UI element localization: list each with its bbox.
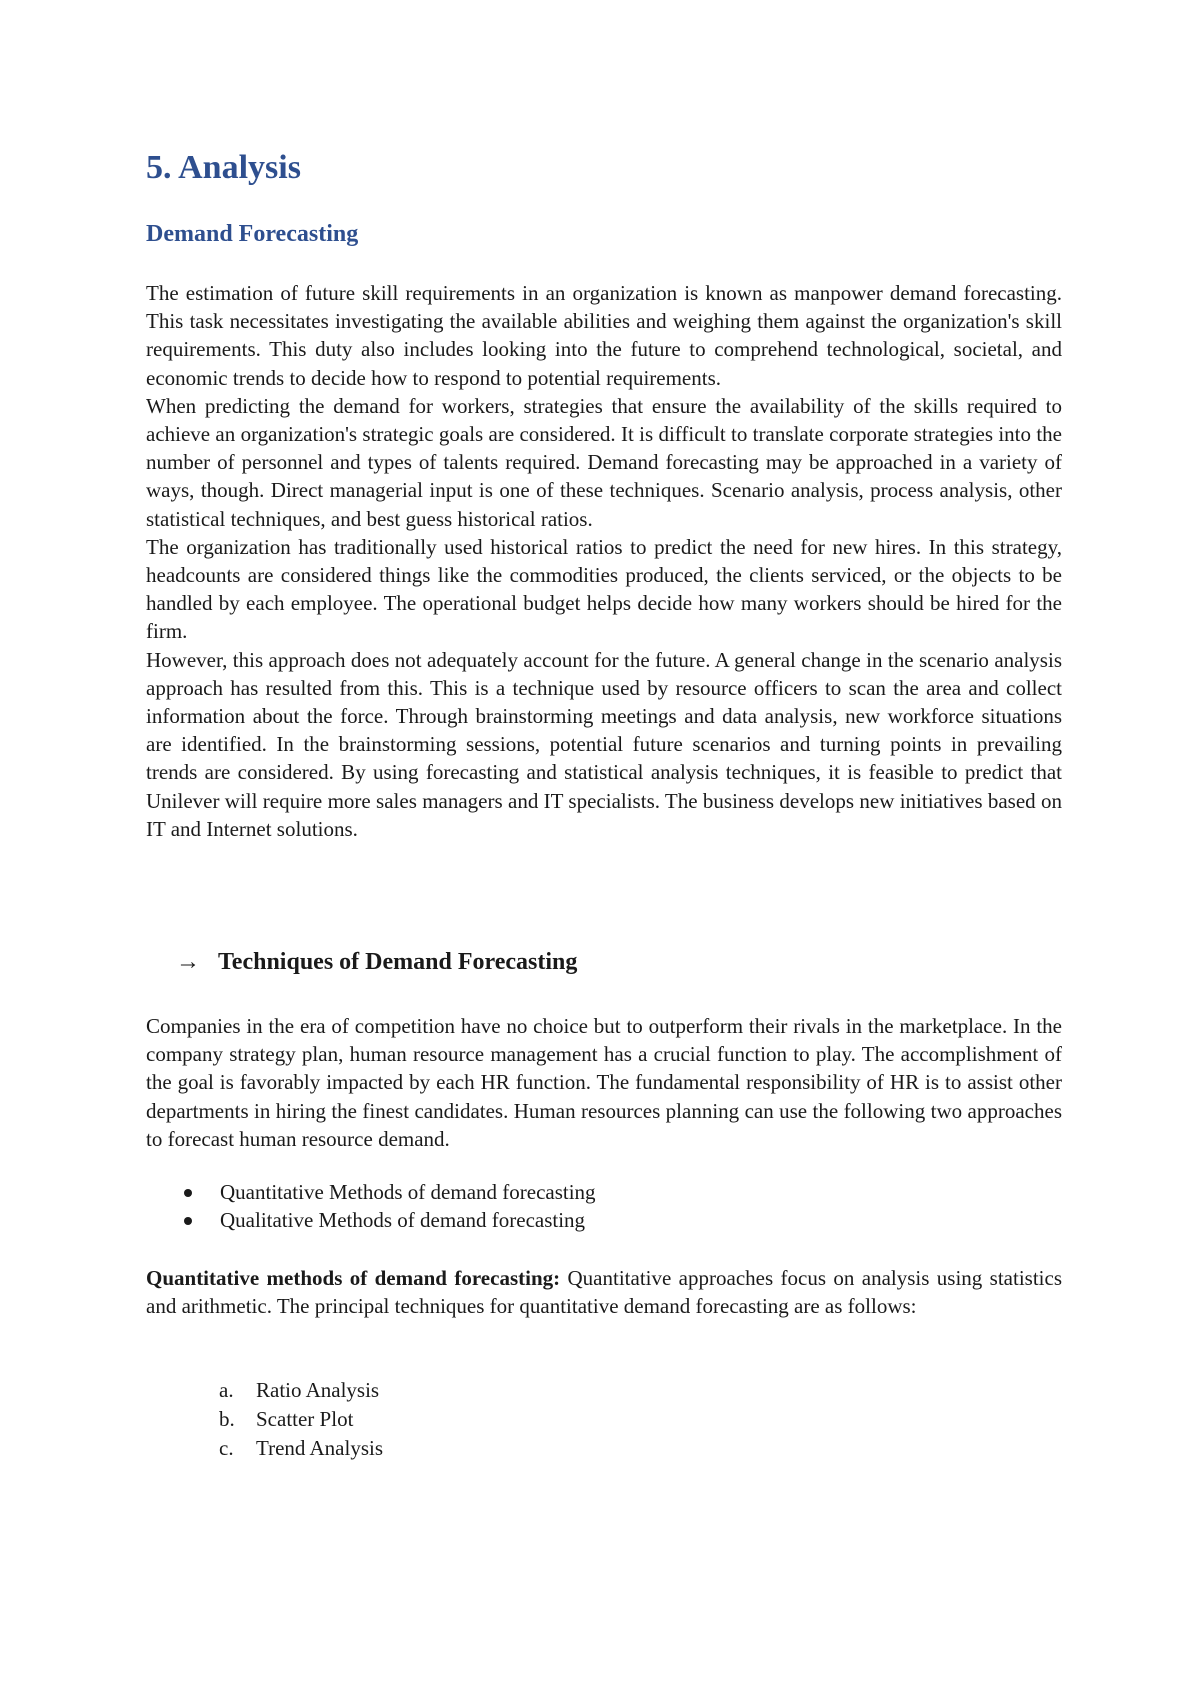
list-item	[146, 1376, 383, 1405]
demand-forecasting-text	[146, 279, 1062, 843]
techniques-heading	[146, 946, 1062, 978]
list-item-label: Trend Analysis	[256, 1435, 383, 1460]
bullet-icon	[184, 1217, 192, 1225]
paragraph	[146, 1264, 1062, 1320]
list-item-marker: b.	[219, 1406, 235, 1431]
paragraph: When predicting the demand for workers, strategies that ensure the availability of the skills required to achieve an organization's strategic goals are considered. It is difficult to translate corporate strategies into the number of personnel and types of talents required. Demand forecasting may be approached in a variety of ways, though. Direct managerial input is one of these techniques. Scenario analysis, process analysis, other statistical techniques, and best guess historical ratios.	[146, 393, 1062, 531]
list-item	[146, 1434, 383, 1463]
paragraph: However, this approach does not adequately account for the future. A general change in the scenario analysis approach has resulted from this. This is a technique used by resource officers to scan the area and collect information about the force. Through brainstorming meetings and data analysis, new workforce situations are identified. In the brainstorming sessions, potential future scenarios and turning points in prevailing trends are considered. By using forecasting and statistical analysis techniques, it is feasible to predict that Unilever will require more sales managers and IT specialists. The business develops new initiatives based on IT and Internet solutions.	[146, 647, 1062, 841]
paragraph: Companies in the era of competition have no choice but to outperform their rivals in the marketplace. In the company strategy plan, human resource management has a crucial function to play. The accomplishment of the goal is favorably impacted by each HR function. The fundamental responsibility of HR is to assist other departments in hiring the finest candidates. Human resources planning can use the following two approaches to forecast human resource demand.	[146, 1014, 1062, 1151]
arrow-right-icon: →	[176, 949, 200, 975]
techniques-text	[146, 1012, 1062, 1153]
quantitative-techniques-list	[146, 1376, 383, 1462]
quantitative-text	[146, 1264, 1062, 1320]
list-item-label: Ratio Analysis	[256, 1378, 380, 1402]
list-item	[146, 1206, 596, 1234]
list-item	[146, 1178, 596, 1206]
list-item-marker: c.	[219, 1435, 234, 1460]
list-item-marker: a.	[219, 1378, 234, 1402]
list-item-label: Scatter Plot	[256, 1406, 354, 1431]
section-title: 5. Analysis	[146, 149, 301, 186]
list-item-label: Qualitative Methods of demand forecasting	[220, 1208, 586, 1233]
section-subtitle: Demand Forecasting	[146, 221, 359, 247]
bullet-icon	[184, 1189, 192, 1197]
paragraph: The estimation of future skill requirements in an organization is known as manpower demand forecasting. This task necessitates investigating the available abilities and weighing them against the organization's skill requirements. This duty also includes looking into the future to comprehend technological, societal, and economic trends to decide how to respond to potential requirements.	[146, 281, 1062, 390]
techniques-heading-text: Techniques of Demand Forecasting	[218, 949, 578, 975]
quantitative-description: Quantitative approaches focus on analysis using statistics and arithmetic. The principal techniques for quantitative demand forecasting are as follows:	[146, 1266, 1063, 1319]
list-item-label: Quantitative Methods of demand forecasting	[220, 1180, 596, 1204]
quantitative-label: Quantitative methods of demand forecasting:	[146, 1266, 561, 1290]
paragraph: The organization has traditionally used historical ratios to predict the need for new hires. In this strategy, headcounts are considered things like the commodities produced, the clients serviced, or the objects to be handled by each employee. The operational budget helps decide how many workers should be hired for the firm.	[146, 534, 1062, 644]
approaches-list	[146, 1178, 596, 1234]
list-item	[146, 1405, 383, 1434]
